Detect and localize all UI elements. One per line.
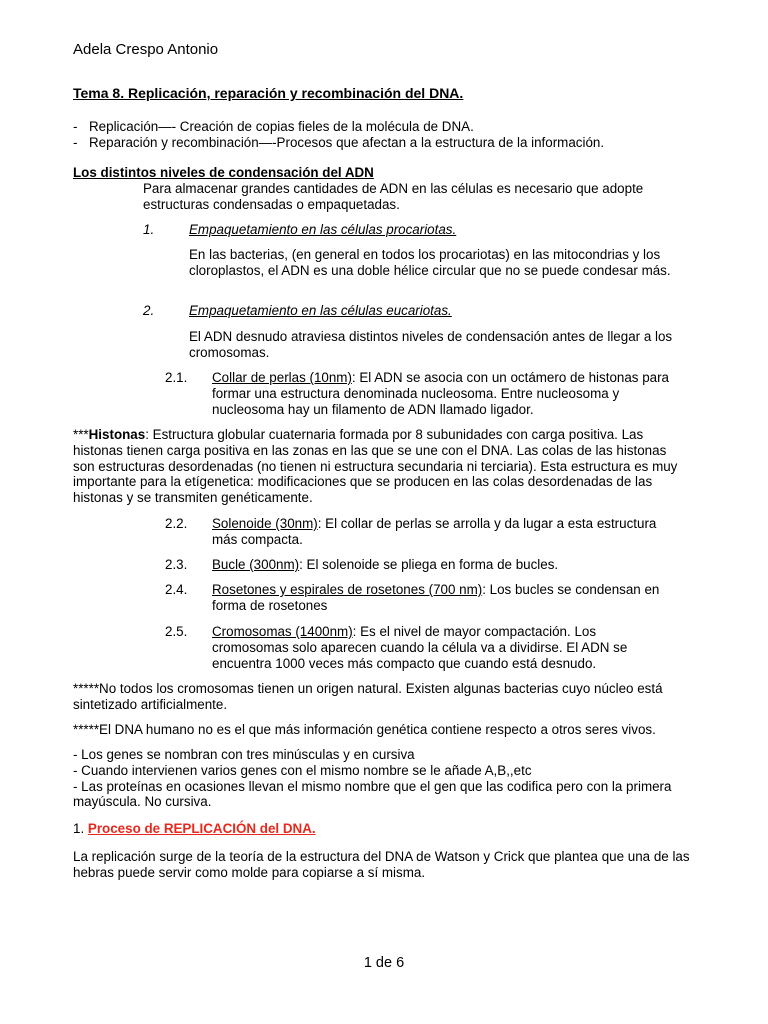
histonas-term: Histonas [88,427,146,442]
level-2-1: 2.1. Collar de perlas (10nm): El ADN se asocia con un octámero de histonas para formar una estructura denominada nucleosoma. Entre nucleosoma y nucleosoma hay un filamento de ADN llamado ligador. [165,370,670,417]
list-item: - Los genes se nombran con tres minúsculas y en cursiva [73,747,415,762]
list-item: - Cuando intervienen varios genes con el mismo nombre se le añade A,B,,etc [73,762,532,778]
replication-heading: Proceso de REPLICACIÓN del DNA. [87,821,316,836]
note-artificial-chromosomes: *****No todos los cromosomas tienen un origen natural. Existen algunas bacterias cuyo núcleo está sintetizado artificialmente. [73,681,663,712]
note-human-dna: *****El DNA humano no es el que más información genética contiene respecto a otros seres vivos. [73,722,656,737]
list-item: - Replicación—- Creación de copias fieles de la molécula de DNA. [73,119,474,134]
level-2-2: 2.2. Solenoide (30nm): El collar de perlas se arrolla y da lugar a esta estructura más compacta. [165,516,657,547]
document-title: Tema 8. Replicación, reparación y recombinación del DNA. [73,85,464,101]
histonas-note: ***Histonas: Estructura globular cuaternaria formada por 8 subunidades con carga positiva. Las histonas tienen carga positiva en las zonas en las que se une con el DNA. Las colas de las histonas son estructuras desordenadas (no tienen ni estructura secundaria ni terciaria). Esta estructura es muy importante para la etígenetica: modificaciones que se producen en las colas desordenadas de las histonas y se transmiten genéticamente. [73,427,678,506]
list-item: - Las proteínas en ocasiones llevan el mismo nombre que el gen que las codifica pero con la primera mayúscula. No cursiva. [73,778,672,810]
level-2-4: 2.4. Rosetones y espirales de rosetones (700 nm): Los bucles se condensan en forma de rosetones [165,582,660,613]
gene-rules [73,747,688,810]
item-1-heading: Empaquetamiento en las células procariotas. [189,222,457,237]
item-1-text: En las bacterias, (en general en todos los procariotas) en las mitocondrias y los cloroplastos, el ADN es una doble hélice circular que no se puede condesar más. [189,247,671,278]
item-2-heading-row: 2. Empaquetamiento en las células eucariotas. [143,303,452,318]
level-term: Solenoide (30nm) [212,516,318,531]
bullet-dash: - [73,119,78,134]
item-2-heading: Empaquetamiento en las células eucariotas. [189,303,452,318]
replication-text: La replicación surge de la teoría de la estructura del DNA de Watson y Crick que plantea que una de las hebras puede servir como molde para copiarse a sí misma. [73,849,690,880]
level-2-3: 2.3. Bucle (300nm): El solenoide se pliega en forma de bucles. [165,557,559,572]
author-name: Adela Crespo Antonio [73,41,219,58]
list-item: - Reparación y recombinación—-Procesos que afectan a la estructura de la información. [73,134,605,150]
section-intro: Para almacenar grandes cantidades de ADN en las células es necesario que adopte estructuras condensadas o empaquetadas. [143,181,644,212]
level-term: Collar de perlas (10nm) [212,370,352,385]
intro-list [73,119,604,151]
item-2-text: El ADN desnudo atraviesa distintos niveles de condensación antes de llegar a los cromosomas. [189,329,673,360]
section-heading: Los distintos niveles de condensación del ADN [73,165,374,180]
page-number: 1 de 6 [363,955,405,971]
replication-heading-row: 1. Proceso de REPLICACIÓN del DNA. [73,821,316,836]
level-term: Bucle (300nm) [212,557,300,572]
level-term: Rosetones y espirales de rosetones (700 nm) [212,582,483,597]
level-term: Cromosomas (1400nm) [212,624,353,639]
bullet-dash: - [73,134,78,150]
level-2-5: 2.5. Cromosomas (1400nm): Es el nivel de mayor compactación. Los cromosomas solo aparecen cuando la célula va a dividirse. El ADN se encuentra 1000 veces más compacto que cuando está desnudo. [165,624,628,671]
item-1-heading-row: 1. Empaquetamiento en las células procariotas. [143,222,457,237]
